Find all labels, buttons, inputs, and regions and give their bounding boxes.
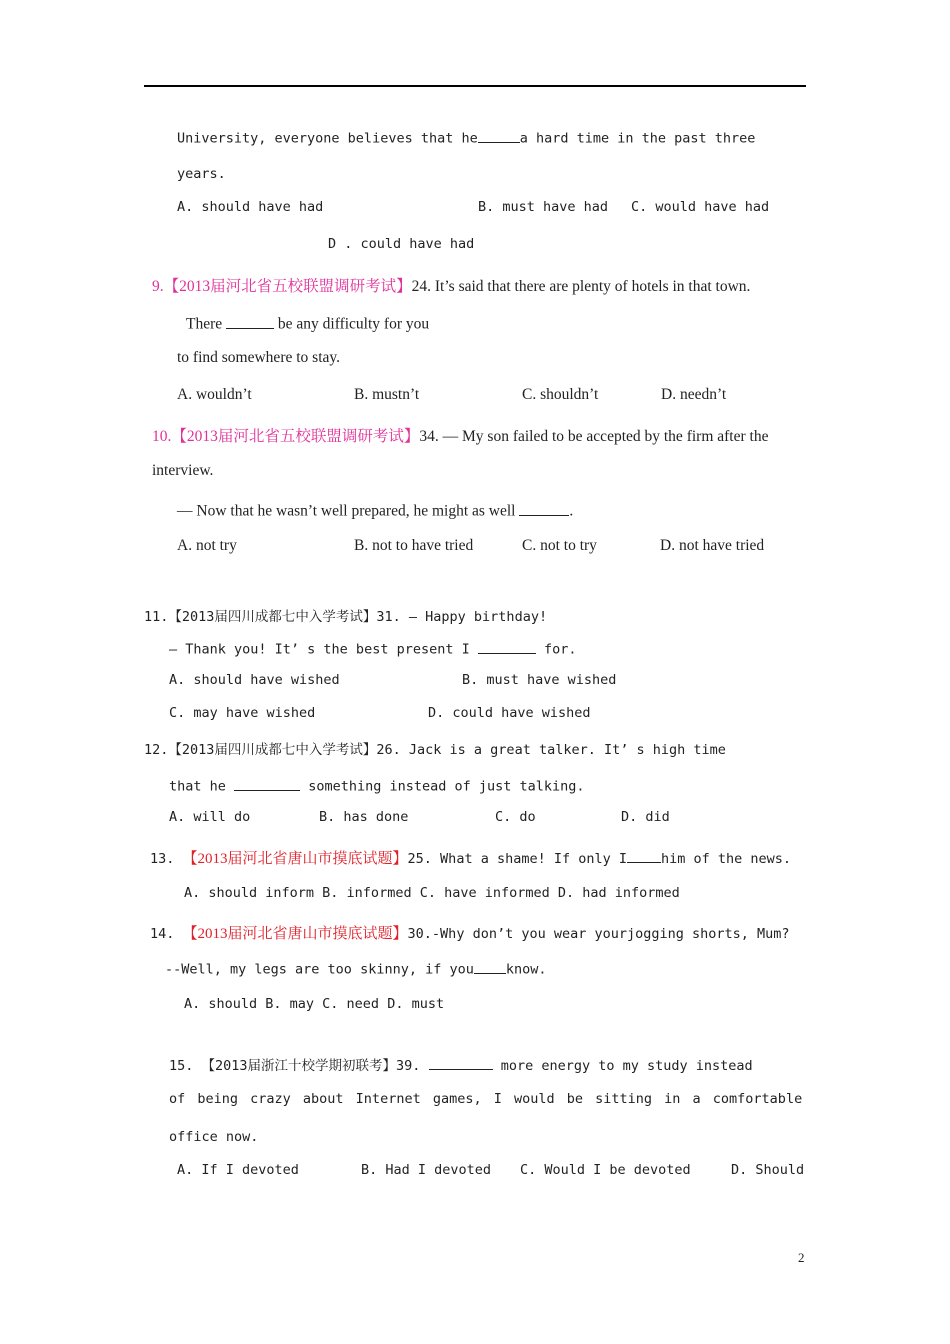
q8-stem-text-after: a hard time in the past three — [519, 130, 756, 147]
q15-heading — [169, 1054, 753, 1074]
q11-stem-text-after: for. — [544, 641, 577, 658]
answer-blank — [226, 312, 274, 329]
q13-heading — [150, 847, 791, 868]
q12-option-a: A. will do — [169, 809, 251, 825]
q11-option-c: C. may have wished — [169, 705, 316, 721]
q13-number: 13. — [150, 851, 175, 867]
q10-stem-line2: interview. — [152, 462, 214, 479]
q9-number: 9. — [152, 278, 164, 295]
q9-option-b: B. mustn’t — [354, 386, 420, 403]
q15-stem-line3: office now. — [169, 1129, 259, 1145]
q9-stem: 24. It’s said that there are plenty of hotels in that town. — [411, 278, 751, 295]
answer-blank — [429, 1056, 493, 1071]
answer-blank — [234, 776, 300, 791]
q13-options: A. should inform B. informed C. have informed D. had informed — [184, 885, 680, 901]
q14-stem-line2 — [165, 959, 547, 978]
q15-option-c: C. Would I be devoted — [520, 1162, 691, 1178]
q13-source: 【2013届河北省唐山市摸底试题】 — [182, 851, 408, 867]
q12-option-c: C. do — [495, 809, 536, 825]
answer-blank — [519, 499, 569, 516]
q9-stem-text-after: be any difficulty for you — [277, 315, 430, 333]
q12-stem-text: that he — [169, 778, 226, 795]
q8-stem-text: University, everyone believes that he — [177, 130, 478, 147]
q14-number: 14. — [150, 926, 175, 942]
q9-stem-text: There — [186, 315, 223, 333]
q14-heading — [150, 922, 790, 943]
page-number: 2 — [798, 1250, 805, 1265]
q11-option-d: D. could have wished — [428, 705, 591, 721]
answer-blank — [474, 959, 506, 974]
q10-stem: 34. — My son failed to be accepted by the firm after the — [419, 428, 769, 445]
q15-option-a: A. If I devoted — [177, 1162, 299, 1178]
q11-heading: 11.【2013届四川成都七中入学考试】31. — Happy birthday! — [144, 609, 548, 625]
q15-option-d: D. Should — [731, 1162, 805, 1178]
q10-option-a: A. not try — [177, 537, 237, 554]
q8-stem-line1 — [177, 128, 755, 147]
answer-blank — [627, 849, 661, 864]
q10-option-c: C. not to try — [522, 537, 597, 554]
q12-heading: 12.【2013届四川成都七中入学考试】26. Jack is a great talker. It’ s high time — [144, 742, 726, 758]
q15-option-b: B. Had I devoted — [361, 1162, 492, 1178]
q10-stem-line3 — [177, 499, 573, 521]
q15-heading-text: 15. 【2013届浙江十校学期初联考】39. — [169, 1058, 421, 1074]
header-rule — [144, 85, 806, 87]
q14-stem-text: --Well, my legs are too skinny, if you — [165, 961, 474, 978]
q10-option-d: D. not have tried — [660, 537, 765, 554]
q12-option-b: B. has done — [319, 809, 409, 825]
q9-option-d: D. needn’t — [661, 386, 727, 403]
answer-blank — [478, 639, 536, 654]
q9-source: 【2013届河北省五校联盟调研考试】 — [163, 278, 412, 295]
q11-stem-line2 — [169, 639, 577, 658]
q10-number: 10. — [152, 428, 172, 445]
q9-option-c: C. shouldn’t — [522, 386, 599, 403]
q14-options: A. should B. may C. need D. must — [184, 996, 445, 1012]
q11-option-a: A. should have wished — [169, 672, 340, 688]
q15-stem-line2: of being crazy about Internet games, I would be sitting in a comfortable — [169, 1091, 803, 1107]
q12-option-d: D. did — [621, 809, 670, 825]
q8-option-a: A. should have had — [177, 199, 324, 215]
q10-stem-text-after: . — [569, 502, 574, 520]
q11-stem-text: — Thank you! It’ s the best present I — [169, 641, 470, 658]
answer-blank — [478, 128, 520, 143]
q9-stem-line2 — [186, 312, 429, 334]
q8-stem-line2: years. — [177, 166, 226, 182]
q12-stem-line2 — [169, 776, 585, 795]
q14-stem: 30.-Why don’t you wear yourjogging shorts, Mum? — [407, 926, 790, 942]
q10-heading — [152, 424, 768, 446]
q13-stem-text: 25. What a shame! If only I — [407, 851, 627, 867]
q10-source: 【2013届河北省五校联盟调研考试】 — [171, 428, 420, 445]
q13-stem-text-after: him of the news. — [661, 851, 792, 867]
q8-option-d: D . could have had — [328, 236, 475, 252]
q10-stem-text: — Now that he wasn’t well prepared, he might as well — [177, 502, 516, 520]
q14-stem-text-after: know. — [505, 961, 547, 978]
q15-heading-text-after: more energy to my study instead — [500, 1058, 753, 1074]
q8-option-b: B. must have had — [478, 199, 609, 215]
q10-option-b: B. not to have tried — [354, 537, 474, 554]
q14-source: 【2013届河北省唐山市摸底试题】 — [182, 926, 408, 942]
q9-stem-line3: to find somewhere to stay. — [177, 349, 340, 366]
q11-option-b: B. must have wished — [462, 672, 617, 688]
q9-option-a: A. wouldn’t — [177, 386, 252, 403]
q12-stem-text-after: something instead of just talking. — [308, 778, 585, 795]
q9-heading — [152, 274, 750, 296]
q8-option-c: C. would have had — [631, 199, 770, 215]
